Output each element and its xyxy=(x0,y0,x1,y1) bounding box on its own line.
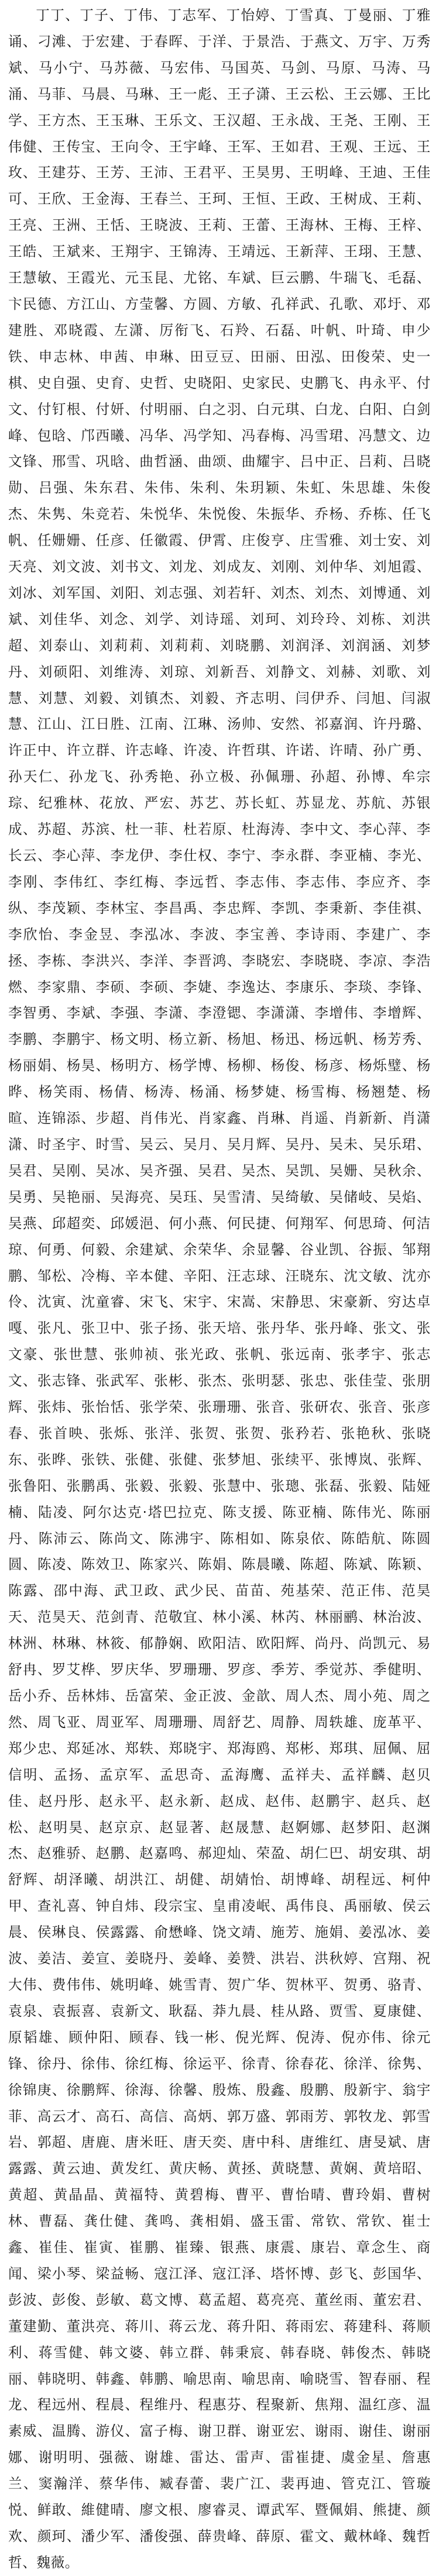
name-list-paragraph: 丁丁、丁子、丁伟、丁志军、丁怡婷、丁雪真、丁曼丽、丁雅诵、刁滩、于宏建、于春晖、于洋、于景浩、于燕文、万宇、万秀斌、马小宁、马苏薇、马宏伟、马国英、马剑、马原、马涛、马涌、马菲、马晨、马琳、王一彪、王子潇、王云松、王云娜、王比学、王方杰、王玉琳、王乐文、王汉超、王永战、王尧、王刚、王伟健、王传宝、王向令、王宇峰、王军、王如君、王观、王远、王玫、王建芬、王芳、王沛、王君平、王昊男、王明峰、王迪、王佳可、王欣、王金海、王春兰、王珂、王恒、王政、王树成、王莉、王亮、王洲、王恬、王晓波、王莉、王蕾、王海林、王梅、王梓、王皓、王斌来、王翔宇、王锦涛、王靖远、王新萍、王珝、王慧、王慧敏、王霞光、元玉昆、尤铭、车斌、巨云鹏、牛瑞飞、毛磊、卞民德、方江山、方莹馨、方圆、方敏、孔祥武、孔歌、邓圩、邓建胜、邓晓霞、左潇、厉衔飞、石羚、石磊、叶帆、叶琦、申少铁、申志林、申茜、申琳、田豆豆、田丽、田泓、田俊荣、史一棋、史自强、史育、史哲、史晓阳、史家民、史鹏飞、冉永平、付文、付钉根、付妍、付明丽、白之羽、白元琪、白龙、白阳、白剑峰、包晗、邝西曦、冯华、冯学知、冯春梅、冯雪珺、冯慧文、边文锋、邢雪、巩晗、曲哲涵、曲颂、曲耀宇、吕中正、吕莉、吕晓勋、吕强、朱东君、朱伟、朱利、朱玥颖、朱虹、朱思雄、朱俊杰、朱隽、朱竞若、朱悦华、朱悦俊、朱振华、乔杨、乔栋、任飞帆、任姗姗、任彦、任徽霞、伊霄、庄俊亨、庄雪雅、刘士安、刘天亮、刘文波、刘书文、刘龙、刘成友、刘刚、刘仲华、刘旭霞、刘冰、刘军国、刘阳、刘志强、刘若轩、刘杰、刘杰、刘博通、刘斌、刘佳华、刘念、刘学、刘诗瑶、刘珂、刘玲玲、刘栋、刘洪超、刘泰山、刘莉莉、刘莉莉、刘晓鹏、刘润泽、刘润涵、刘梦丹、刘硕阳、刘维涛、刘琼、刘新吾、刘静文、刘赫、刘歌、刘慧、刘慧、刘毅、刘镇杰、刘毅、齐志明、闫伊乔、闫旭、闫淑慧、江山、江日胜、江南、江琳、汤帅、安然、祁嘉润、许丹璐、许正中、许立群、许志峰、许凌、许哲琪、许诺、许晴、孙广勇、孙天仁、孙龙飞、孙秀艳、孙立极、孙佩珊、孙超、孙博、牟宗琮、纪雅林、花放、严宏、苏艺、苏长虹、苏显龙、苏航、苏银成、苏超、苏滨、杜一菲、杜若原、杜海涛、李中文、李心萍、李长云、李心萍、李龙伊、李仕权、李宁、李永群、李亚楠、李光、李刚、李伟红、李红梅、李远哲、李志伟、李志伟、李应齐、李纵、李茂颖、李林宝、李昌禹、李忠辉、李凯、李秉新、李佳祺、李欣怡、李金昱、李泓冰、李波、李宝善、李诗雨、李建广、李拯、李栋、李洪兴、李洋、李晋鸿、李晓宏、李晓晓、李凉、李浩燃、李家鼎、李硕、李硕、李婕、李逸达、李康乐、李琰、李锋、李智勇、李斌、李强、李潇、李澄锶、李潇潇、李增伟、李增辉、李鹏、李鹏宇、杨文明、杨立新、杨旭、杨迅、杨远帆、杨芳秀、杨丽娟、杨昊、杨明方、杨学博、杨柳、杨俊、杨彦、杨烁璧、杨晔、杨笑雨、杨倩、杨涛、杨涌、杨梦婕、杨雪梅、杨翘楚、杨暄、连锦添、步超、肖伟光、肖家鑫、肖琳、肖遥、肖新新、肖潇潇、时圣宇、时雪、吴云、吴月、吴月辉、吴丹、吴未、吴乐珺、吴君、吴刚、吴冰、吴齐强、吴君、吴杰、吴凯、吴姗、吴秋余、吴勇、吴艳丽、吴海亮、吴珏、吴雪清、吴绮敏、吴储岐、吴焰、吴燕、邱超奕、邱媛浥、何小燕、何民捷、何翔军、何思琦、何洁琼、何勇、何毅、余建斌、余荣华、余显馨、谷业凯、谷振、邹翔鹏、邹松、冷梅、辛本健、辛阳、汪志球、汪晓东、沈文敏、沈亦伶、沈寅、沈童睿、宋飞、宋宇、宋嵩、宋静思、宋豪新、穷达卓嘎、张凡、张卫中、张子扬、张天培、张丹华、张丹峰、张文、张文豪、张世慧、张帅祯、张光政、张帆、张远南、张孝宇、张志文、张志锋、张武军、张彬、张杰、张明瑟、张忠、张佳莹、张朋辉、张炜、张怡恬、张学荣、张珊珊、张音、张研农、张音、张彦春、张首映、张烁、张洋、张贺、张贺、张矜若、张艳秋、张晓东、张晔、张铁、张健、张健、张梦旭、张续平、张博岚、张辉、张鲁阳、张鹏禹、张毅、张毅、张慧中、张璁、张磊、张毅、陆娅楠、陆凌、阿尔达克·塔巴拉克、陈支援、陈亚楠、陈伟光、陈丽丹、陈沛云、陈尚文、陈沸宇、陈相如、陈泉依、陈皓航、陈圆圆、陈凌、陈效卫、陈家兴、陈娟、陈晨曦、陈超、陈斌、陈颖、陈露、邵中海、武卫政、武少民、苗苗、苑基荣、范正伟、范昊天、范昊天、范剑青、范敬宜、林小溪、林芮、林丽鹂、林治波、林洲、林琳、林筱、郁静娴、欧阳洁、欧阳辉、尚丹、尚凯元、易舒冉、罗艾桦、罗庆华、罗珊珊、罗彦、季芳、季觉苏、季健明、岳小乔、岳林炜、岳富荣、金正波、金歆、周人杰、周小苑、周之然、周飞亚、周亚军、周珊珊、周舒艺、周静、周轶雄、庞革平、郑少忠、郑延冰、郑轶、郑晓宇、郑海鸥、郑彬、郑琪、屈佩、屈信明、孟扬、孟京军、孟思奇、孟海鹰、孟祥夫、孟祥麟、赵贝佳、赵丹彤、赵永平、赵永新、赵成、赵伟、赵鹏宇、赵兵、赵松、赵明昊、赵京京、赵显著、赵晟慧、赵婀娜、赵梦阳、赵渊杰、赵雅骄、赵鹏、赵嘉鸣、郝迎灿、荣盈、胡仁巴、胡安琪、胡舒辉、胡泽曦、胡洪江、胡健、胡婧怡、胡博峰、胡程远、柯仲甲、查礼喜、钟自炜、段宗宝、皇甫凌岷、禹伟良、禹丽敏、侯云晨、侯琳良、侯露露、俞懋峰、饶文靖、施芳、施娟、姜泓冰、姜波、姜洁、姜宣、姜晓丹、姜峰、姜赞、洪岩、洪秋婷、宫翔、祝大伟、费伟伟、姚明峰、姚雪青、贺广华、贺林平、贺勇、骆青、袁泉、袁振喜、袁新文、耿磊、莽九晨、桂从路、贾雪、夏康健、原韬雄、顾仲阳、顾春、钱一彬、倪光辉、倪涛、倪亦伟、徐元锋、徐丹、徐伟、徐红梅、徐运平、徐青、徐春花、徐洋、徐隽、徐锦庚、徐鹏辉、徐海、徐馨、殷炼、殷鑫、殷鹏、殷新宇、翁宇菲、高云才、高石、高信、高炳、郭万盛、郭雨芳、郭牧龙、郭雪岩、郭超、唐鹿、唐米旺、唐天奕、唐中科、唐维红、唐旻斌、唐露露、黄云迪、黄发红、黄庆畅、黄拯、黄晓慧、黄娴、黄培昭、黄超、黄晶晶、黄福特、黄碧梅、曹平、曹怡晴、曹玲娟、曹树林、曹磊、龚仕健、龚鸣、龚相娟、盛玉雷、常钦、常钦、崔士鑫、崔佳、崔寅、崔鹏、崔臻、银燕、康震、康岩、章念生、商闻、梁小琴、梁益畅、寇江泽、寇江泽、塔怀博、彭飞、彭国华、彭波、彭俊、彭敏、葛文博、葛孟超、葛亮亮、董丝雨、董宏君、董建勤、董洪亮、蒋川、蒋云龙、蒋升阳、蒋雨宏、蒋建科、蒋顺利、蒋雪健、韩文婆、韩立群、韩秉宸、韩春晓、韩俊杰、韩晓丽、韩晓明、韩鑫、韩鹏、喻思南、喻思南、喻晓雪、智春丽、程龙、程远州、程晨、程维丹、程惠芬、程聚新、焦翔、温红彦、温素威、温腾、游仪、富子梅、谢卫群、谢亚宏、谢雨、谢佳、谢丽娜、谢明明、强薇、谢雄、雷达、雷声、雷崔捷、虞金星、詹惠兰、窦瀚洋、蔡华伟、臧春蕾、裴广江、裴再迪、管克江、管璇悦、鲜敢、維健晴、廖文根、廖睿灵、谭武军、暨佩娟、熊捷、颜欢、颜珂、潘少军、潘俊强、薛贵峰、薛原、霍文、戴林峰、魏哲哲、魏薇。 xyxy=(8,7,431,2571)
